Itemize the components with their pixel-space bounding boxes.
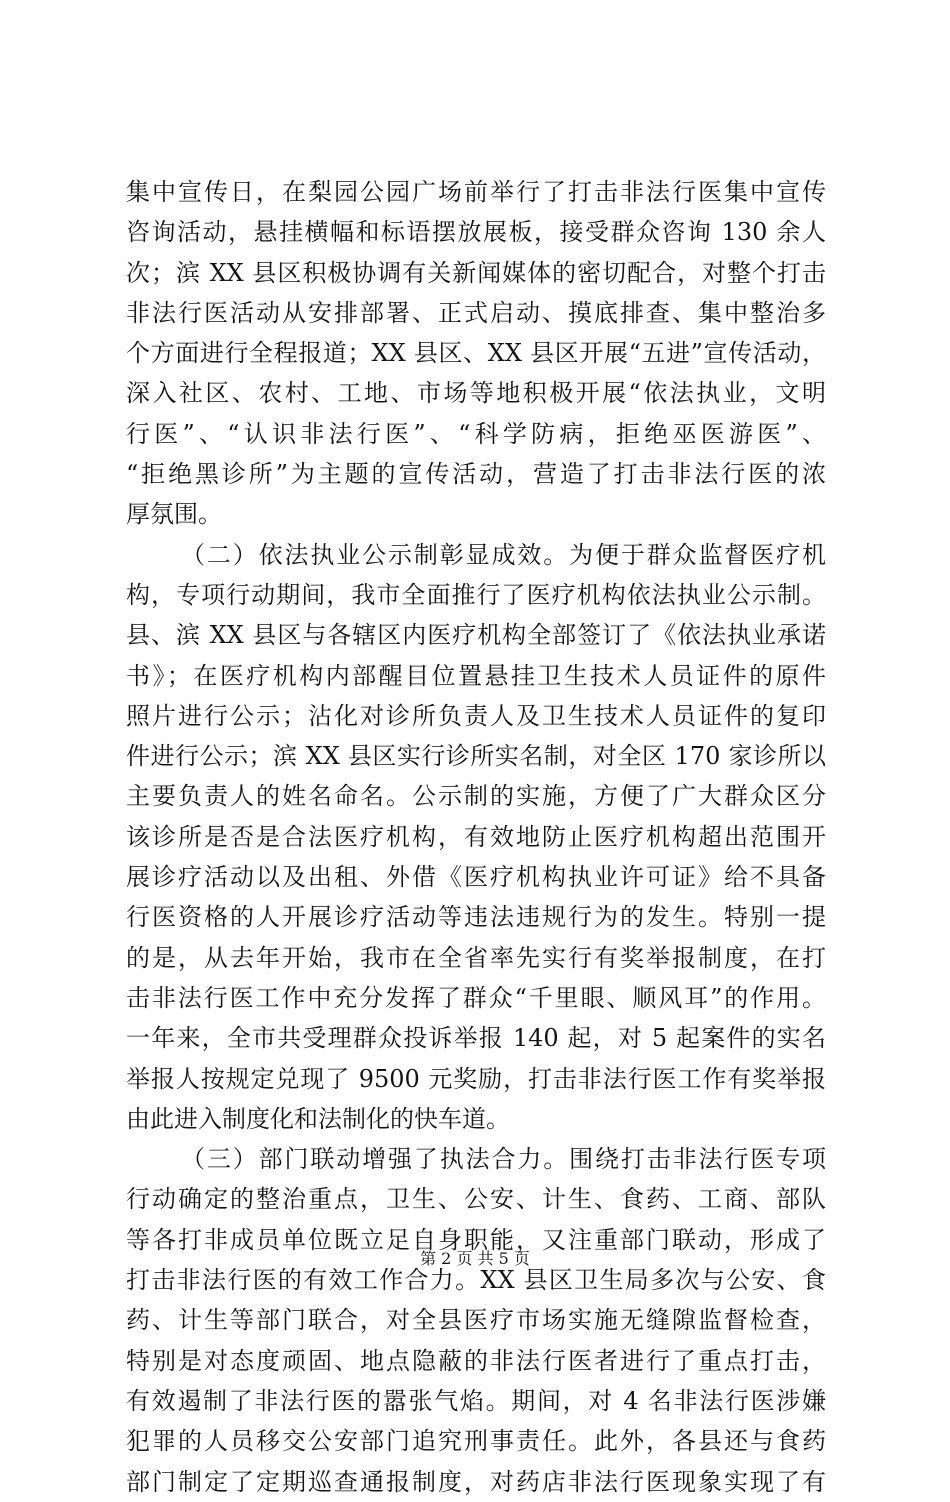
text-line: 书》；在医疗机构内部醒目位置悬挂卫生技术人员证件的原件 <box>126 661 826 690</box>
text-line: 举报人按规定兑现了 9500 元奖励，打击非法行医工作有奖举报 <box>126 1064 826 1093</box>
text-line: 行动确定的整治重点，卫生、公安、计生、食药、工商、部队 <box>126 1185 826 1214</box>
text-line: 咨询活动，悬挂横幅和标语摆放展板，接受群众咨询 130 余人 <box>126 218 826 247</box>
text-line: 县、滨 XX 县区与各辖区内医疗机构全部签订了《依法执业承诺 <box>126 621 826 650</box>
text-line: 药、计生等部门联合，对全县医疗市场实施无缝隙监督检查， <box>126 1306 826 1335</box>
text-line: 集中宣传日，在梨园公园广场前举行了打击非法行医集中宣传 <box>126 178 826 206</box>
text-line: 有效遏制了非法行医的嚣张气焰。期间，对 4 名非法行医涉嫌 <box>126 1386 826 1415</box>
text-line: 行医资格的人开展诊疗活动等违法违规行为的发生。特别一提 <box>126 903 826 932</box>
text-line: 犯罪的人员移交公安部门追究刑事责任。此外，各县还与食药 <box>126 1427 826 1456</box>
text-line: 次；滨 XX 县区积极协调有关新闻媒体的密切配合，对整个打击 <box>126 258 826 287</box>
text-line: 打击非法行医的有效工作合力。XX 县区卫生局多次与公安、食 <box>126 1266 826 1295</box>
text-line: 行医”、“认识非法行医”、“科学防病，拒绝巫医游医”、 <box>126 419 826 448</box>
text-line: 深入社区、农村、工地、市场等地积极开展“依法执业，文明 <box>126 379 826 408</box>
text-line: 部门制定了定期巡查通报制度，对药店非法行医现象实现了有 <box>126 1467 826 1496</box>
text-line: 照片进行公示；沾化对诊所负责人及卫生技术人员证件的复印 <box>126 701 826 730</box>
text-line: 击非法行医工作中充分发挥了群众“千里眼、顺风耳”的作用。 <box>126 983 826 1012</box>
text-line: 该诊所是否是合法医疗机构，有效地防止医疗机构超出范围开 <box>126 822 826 851</box>
paragraph-heading-line: （二）依法执业公示制彰显成效。为便于群众监督医疗机 <box>181 540 826 569</box>
text-line: 主要负责人的姓名命名。公示制的实施，方便了广大群众区分 <box>126 782 826 811</box>
text-line: 个方面进行全程报道；XX 县区、XX 县区开展“五进”宣传活动， <box>126 339 826 368</box>
text-line: 构，专项行动期间，我市全面推行了医疗机构依法执业公示制。 <box>126 580 826 609</box>
text-line: 件进行公示；滨 XX 县区实行诊所实名制，对全区 170 家诊所以 <box>126 742 826 771</box>
text-line: 由此进入制度化和法制化的快车道。 <box>126 1104 510 1133</box>
document-body <box>126 172 826 1502</box>
text-line: 非法行医活动从安排部署、正式启动、摸底排查、集中整治多 <box>126 298 826 327</box>
text-line: 等各打非成员单位既立足自身职能，又注重部门联动，形成了 <box>126 1225 826 1254</box>
text-line: 的是，从去年开始，我市在全省率先实行有奖举报制度，在打 <box>126 943 826 972</box>
text-line: 一年来，全市共受理群众投诉举报 140 起，对 5 起案件的实名 <box>126 1024 826 1053</box>
text-line: 特别是对态度顽固、地点隐蔽的非法行医者进行了重点打击， <box>126 1346 826 1375</box>
text-line: 展诊疗活动以及出租、外借《医疗机构执业许可证》给不具备 <box>126 863 826 892</box>
text-line: “拒绝黑诊所”为主题的宣传活动，营造了打击非法行医的浓 <box>126 460 826 489</box>
text-line: 厚氛围。 <box>126 500 222 529</box>
paragraph-heading-line: （三）部门联动增强了执法合力。围绕打击非法行医专项 <box>181 1145 826 1174</box>
page-footer: 第 2 页 共 5 页 <box>420 1249 530 1268</box>
